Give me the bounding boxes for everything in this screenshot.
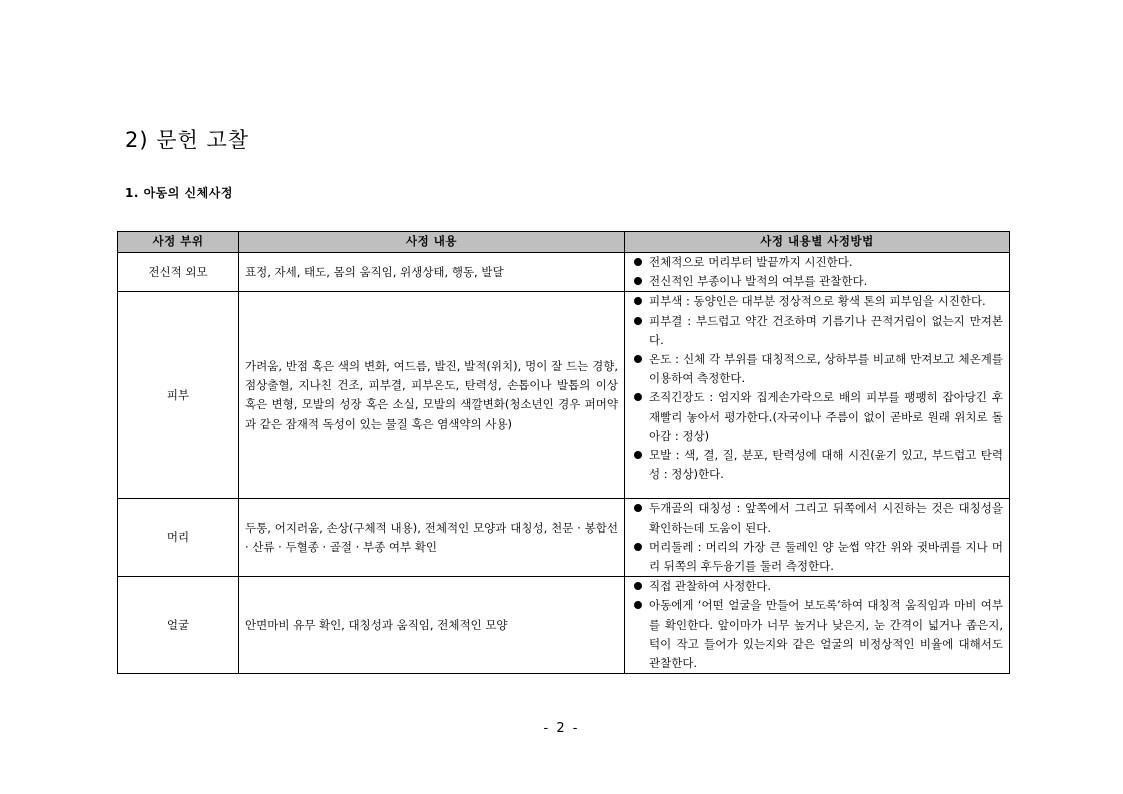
bullet-icon <box>634 297 642 305</box>
bullet-icon <box>634 601 642 609</box>
bullet-icon <box>634 277 642 285</box>
table-row <box>118 292 1010 499</box>
table-row <box>118 253 1010 292</box>
method-item <box>631 272 1003 291</box>
table-header-row <box>118 232 1010 253</box>
method-text: 피부결 : 부드럽고 약간 건조하며 기름기나 끈적거림이 없는지 만져본다. <box>649 313 1003 347</box>
method-text: 아동에게 ‘어떤 얼굴을 만들어 보도록’하여 대칭적 움직임과 마비 여부를 확인한다. 앞이마가 너무 높거나 낮은지, 눈 간격이 넓거나 좁은지, 턱이 작고 들어가 있는지와 같은 얼굴의 비정상적인 비율에 대해서도 관찰한다. <box>649 598 1003 671</box>
row-content: 두통, 어지러움, 손상(구체적 내용), 전체적인 모양과 대칭성, 천문 · 봉합선 · 산류 · 두혈종 · 골절 · 부종 여부 확인 <box>239 499 625 577</box>
header-content: 사정 내용 <box>239 232 625 253</box>
method-item <box>631 499 1003 537</box>
page-number: - 2 - <box>543 721 580 736</box>
method-text: 전체적으로 머리부터 발끝까지 시진한다. <box>649 255 853 269</box>
row-content: 가려움, 반점 혹은 색의 변화, 여드름, 발진, 발적(위치), 멍이 잘 드는 경향, 점상출혈, 지나친 건조, 피부결, 피부온도, 탄력성, 손톱이나 발톱의 이상 혹은 변형, 모발의 성장 혹은 소실, 모발의 색깔변화(청소년인 경우 퍼머약과 같은 잠재적 독성이 있는 물질 혹은 염색약의 사용) <box>239 292 625 499</box>
method-text: 전신적인 부종이나 발적의 여부를 관찰한다. <box>649 274 868 289</box>
bullet-icon <box>634 317 642 325</box>
bullet-icon <box>634 504 642 512</box>
header-part: 사정 부위 <box>118 232 239 253</box>
assessment-table <box>117 231 1010 674</box>
row-part: 얼굴 <box>118 577 239 674</box>
bullet-icon <box>634 543 642 551</box>
method-item <box>631 596 1003 673</box>
method-item <box>631 388 1003 446</box>
method-item <box>631 253 1003 272</box>
table-row <box>118 499 1010 577</box>
row-part: 전신적 외모 <box>118 253 239 292</box>
row-methods <box>625 499 1010 577</box>
method-text: 온도 : 신체 각 부위를 대칭적으로, 상하부를 비교해 만져보고 체온계를 이용하여 측정한다. <box>649 352 1003 386</box>
row-content: 안면마비 유무 확인, 대칭성과 움직임, 전체적인 모양 <box>239 577 625 674</box>
method-item <box>631 350 1003 388</box>
bullet-icon <box>634 582 642 590</box>
row-methods <box>625 253 1010 292</box>
section-title: 2) 문헌 고찰 <box>125 128 250 152</box>
method-text: 머리둘레 : 머리의 가장 큰 둘레인 양 눈썹 약간 위와 귓바퀴를 지나 머리 뒤쪽의 후두융기를 둘러 측정한다. <box>649 539 1003 574</box>
sub-title: 1. 아동의 신체사정 <box>125 186 233 200</box>
row-content: 표정, 자세, 태도, 몸의 움직임, 위생상태, 행동, 발달 <box>239 253 625 292</box>
bullet-icon <box>634 355 642 363</box>
method-text: 조직긴장도 : 엄지와 집게손가락으로 배의 피부를 팽팽히 잡아당긴 후 재빨리 놓아서 평가한다.(자국이나 주름이 없이 곧바로 원래 위치로 돌아감 : 정상) <box>649 390 1003 443</box>
method-item <box>631 538 1003 576</box>
row-methods <box>625 292 1010 499</box>
table-row <box>118 577 1010 674</box>
method-item <box>631 292 1003 311</box>
method-text: 두개골의 대칭성 : 앞쪽에서 그리고 뒤쪽에서 시진하는 것은 대칭성을 확인하는데 도움이 된다. <box>649 501 1003 535</box>
row-part: 머리 <box>118 499 239 577</box>
bullet-icon <box>634 258 642 266</box>
method-item <box>631 577 1003 596</box>
bullet-icon <box>634 393 642 401</box>
method-item <box>631 446 1003 484</box>
method-text: 직접 관찰하여 사정한다. <box>649 579 772 594</box>
header-method: 사정 내용별 사정방법 <box>625 232 1010 253</box>
bullet-icon <box>634 451 642 459</box>
method-item <box>631 312 1003 350</box>
method-text: 피부색 : 동양인은 대부분 정상적으로 황색 톤의 피부임을 시진한다. <box>649 294 986 309</box>
method-text: 모발 : 색, 결, 질, 분포, 탄력성에 대해 시진(윤기 있고, 부드럽고 탄력성 : 정상)한다. <box>649 448 1003 482</box>
row-methods <box>625 577 1010 674</box>
row-part: 피부 <box>118 292 239 499</box>
